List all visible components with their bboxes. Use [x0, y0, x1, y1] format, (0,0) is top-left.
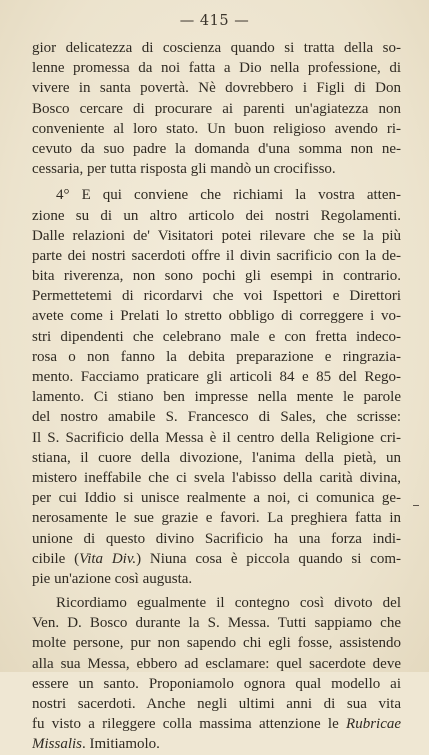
text-line: del nostro amabile S. Francesco di Sales, che scrisse: — [32, 409, 401, 426]
text-line: molte persone, pur non sapendo chi egli fosse, assistendo — [32, 635, 401, 652]
text-line: vivere in santa povertà. Nè dovrebbero i Figli di Don — [32, 80, 401, 97]
text-fragment: ) Niuna cosa è piccola quando si com- — [136, 550, 401, 567]
text-line: alla sua Messa, ebbero ad esclamare: quel sacerdote deve — [32, 655, 401, 672]
text-line: pie un'azione così augusta. — [32, 570, 193, 587]
text-line-with-citation: cibile (Vita Div.) Niuna cosa è piccola quando si com- — [32, 550, 401, 567]
text-line: Dalle relazioni de' Visitatori potei rilevare che se la più — [32, 227, 401, 244]
text-fragment: cibile — [32, 550, 66, 567]
body-text — [32, 38, 401, 755]
paragraph-3 — [32, 593, 401, 755]
text-line: unione di questo divino Sacrificio ha una forza indi- — [32, 530, 401, 547]
rubric-italic: Rubricae — [346, 716, 401, 733]
text-line: Ricordiamo egualmente il contegno così divoto del — [56, 595, 401, 612]
text-line: stri dipendenti che celebrano male e con fretta indeco- — [32, 328, 401, 345]
text-line: per cui Iddio si unisce realmente a noi, ci comunica ge- — [32, 490, 401, 507]
paragraph-2 — [32, 185, 401, 589]
margin-mark — [413, 505, 419, 506]
text-line-with-italic — [32, 734, 401, 754]
missalis-italic: Missalis — [32, 736, 83, 753]
text-line: cevuto da suo padre la domanda d'una somma non ne- — [32, 140, 401, 157]
text-line: conveniente al loro stato. Un buon religioso avendo ri- — [32, 120, 401, 137]
text-line: lenne promessa da noi fatta a Dio nella professione, di — [32, 60, 401, 77]
text-line-with-italic — [32, 714, 401, 734]
text-line: essere un santo. Proponiamolo ognora qual modello ai — [32, 675, 401, 692]
text-line: Bosco cercare di procurare ai parenti un'agiatezza non — [32, 100, 401, 117]
text-line: lamento. Ci stiano ben impresse nella mente le parole — [32, 389, 401, 406]
text-line: gior delicatezza di coscienza quando si tratta della so- — [32, 40, 401, 56]
text-line: cessaria, per tutta risposta gli mandò un crocifisso. — [32, 161, 336, 178]
text-fragment: . Imitiamolo. — [82, 736, 160, 753]
text-line: nerosamente le sue grazie e favori. La preghiera fatta in — [32, 510, 401, 527]
text-fragment: fu visto a rileggere colla massima attenzione le — [32, 716, 339, 733]
citation-italic: Vita Div. — [79, 550, 137, 567]
text-line: Il S. Sacrificio della Messa è il centro della Religione cri- — [32, 429, 401, 446]
paragraph-1 — [32, 38, 401, 179]
text-line: mistero ineffabile che ci svela l'abisso della carità divina, — [32, 469, 401, 486]
text-line: Ven. D. Bosco durante la S. Messa. Tutti sappiamo che — [32, 615, 401, 632]
text-line: rosa o non fanno la debita preparazione e ringrazia- — [32, 348, 401, 365]
text-line: Permettetemi di ricordarvi che voi Ispettori e Direttori — [32, 288, 401, 305]
text-line: parte dei nostri sacerdoti offre il divin sacrificio con la de- — [32, 247, 401, 264]
text-line: bita riverenza, non sono pochi gli esempi in contrario. — [32, 268, 401, 285]
text-line: zione su di un altro articolo dei nostri Regolamenti. — [32, 207, 401, 224]
text-line: nostri sacerdoti. Anche negli ultimi anni di sua vita — [32, 696, 401, 712]
text-line: mento. Facciamo praticare gli articoli 84 e 85 del Rego- — [32, 369, 401, 385]
text-line: stiana, il cuore della divozione, l'anima della pietà, un — [32, 449, 401, 466]
page-number: — 415 — — [179, 13, 250, 29]
text-line: 4° E qui conviene che richiami la vostra atten- — [56, 187, 401, 204]
text-line: avete come i Prelati lo stretto obbligo di correggere i vo- — [32, 308, 401, 325]
